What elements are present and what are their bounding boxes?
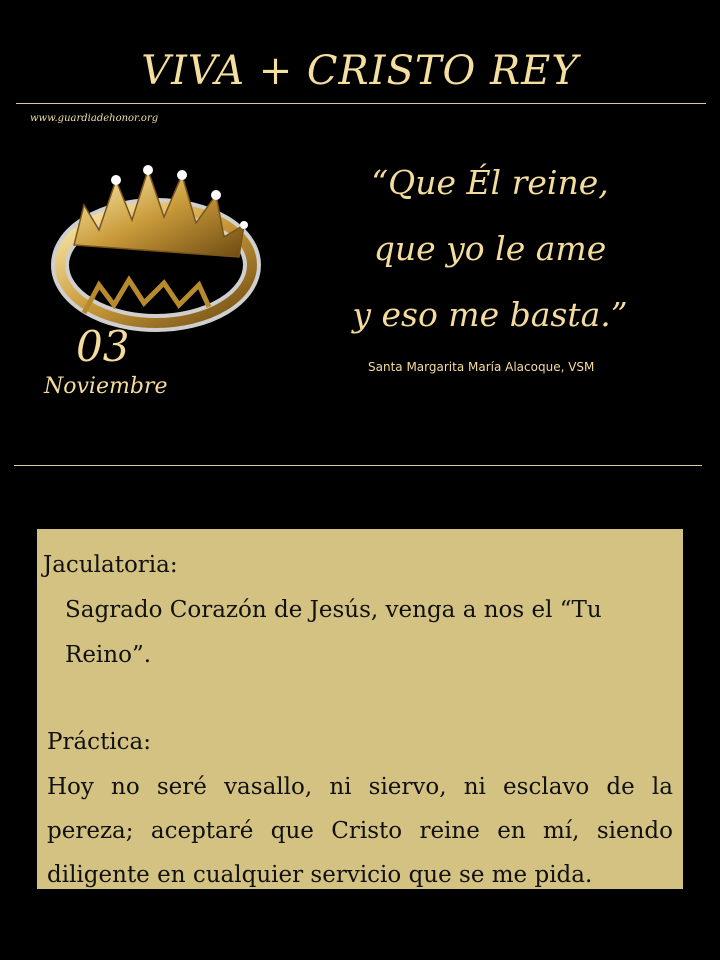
page-title: VIVA + CRISTO REY	[141, 48, 579, 94]
practica-label: Práctica:	[47, 729, 152, 755]
crown-ring-icon	[44, 145, 274, 345]
practica-text: Hoy no seré vasallo, ni siervo, ni esclavo de la pereza; aceptaré que Cristo reine en mí, siendo diligente en cualquier servicio que se me pida.	[47, 774, 673, 888]
quote-line: y eso me basta.”	[352, 295, 628, 334]
website-link[interactable]: www.guardiadehonor.org	[30, 113, 159, 124]
jaculatoria-label: Jaculatoria:	[43, 552, 178, 578]
quote-line: que yo le ame	[373, 229, 607, 268]
top-divider	[16, 103, 706, 104]
quote-author: Santa Margarita María Alacoque, VSM	[368, 360, 595, 374]
middle-divider	[14, 465, 702, 466]
jaculatoria-text: Sagrado Corazón de Jesús, venga a nos el “Tu Reino”.	[65, 597, 602, 668]
quote-block	[330, 150, 650, 348]
devotion-panel	[37, 529, 683, 889]
date-day: 03	[76, 322, 130, 371]
quote-line: “Que Él reine,	[371, 163, 609, 202]
date-month: Noviembre	[44, 374, 168, 399]
